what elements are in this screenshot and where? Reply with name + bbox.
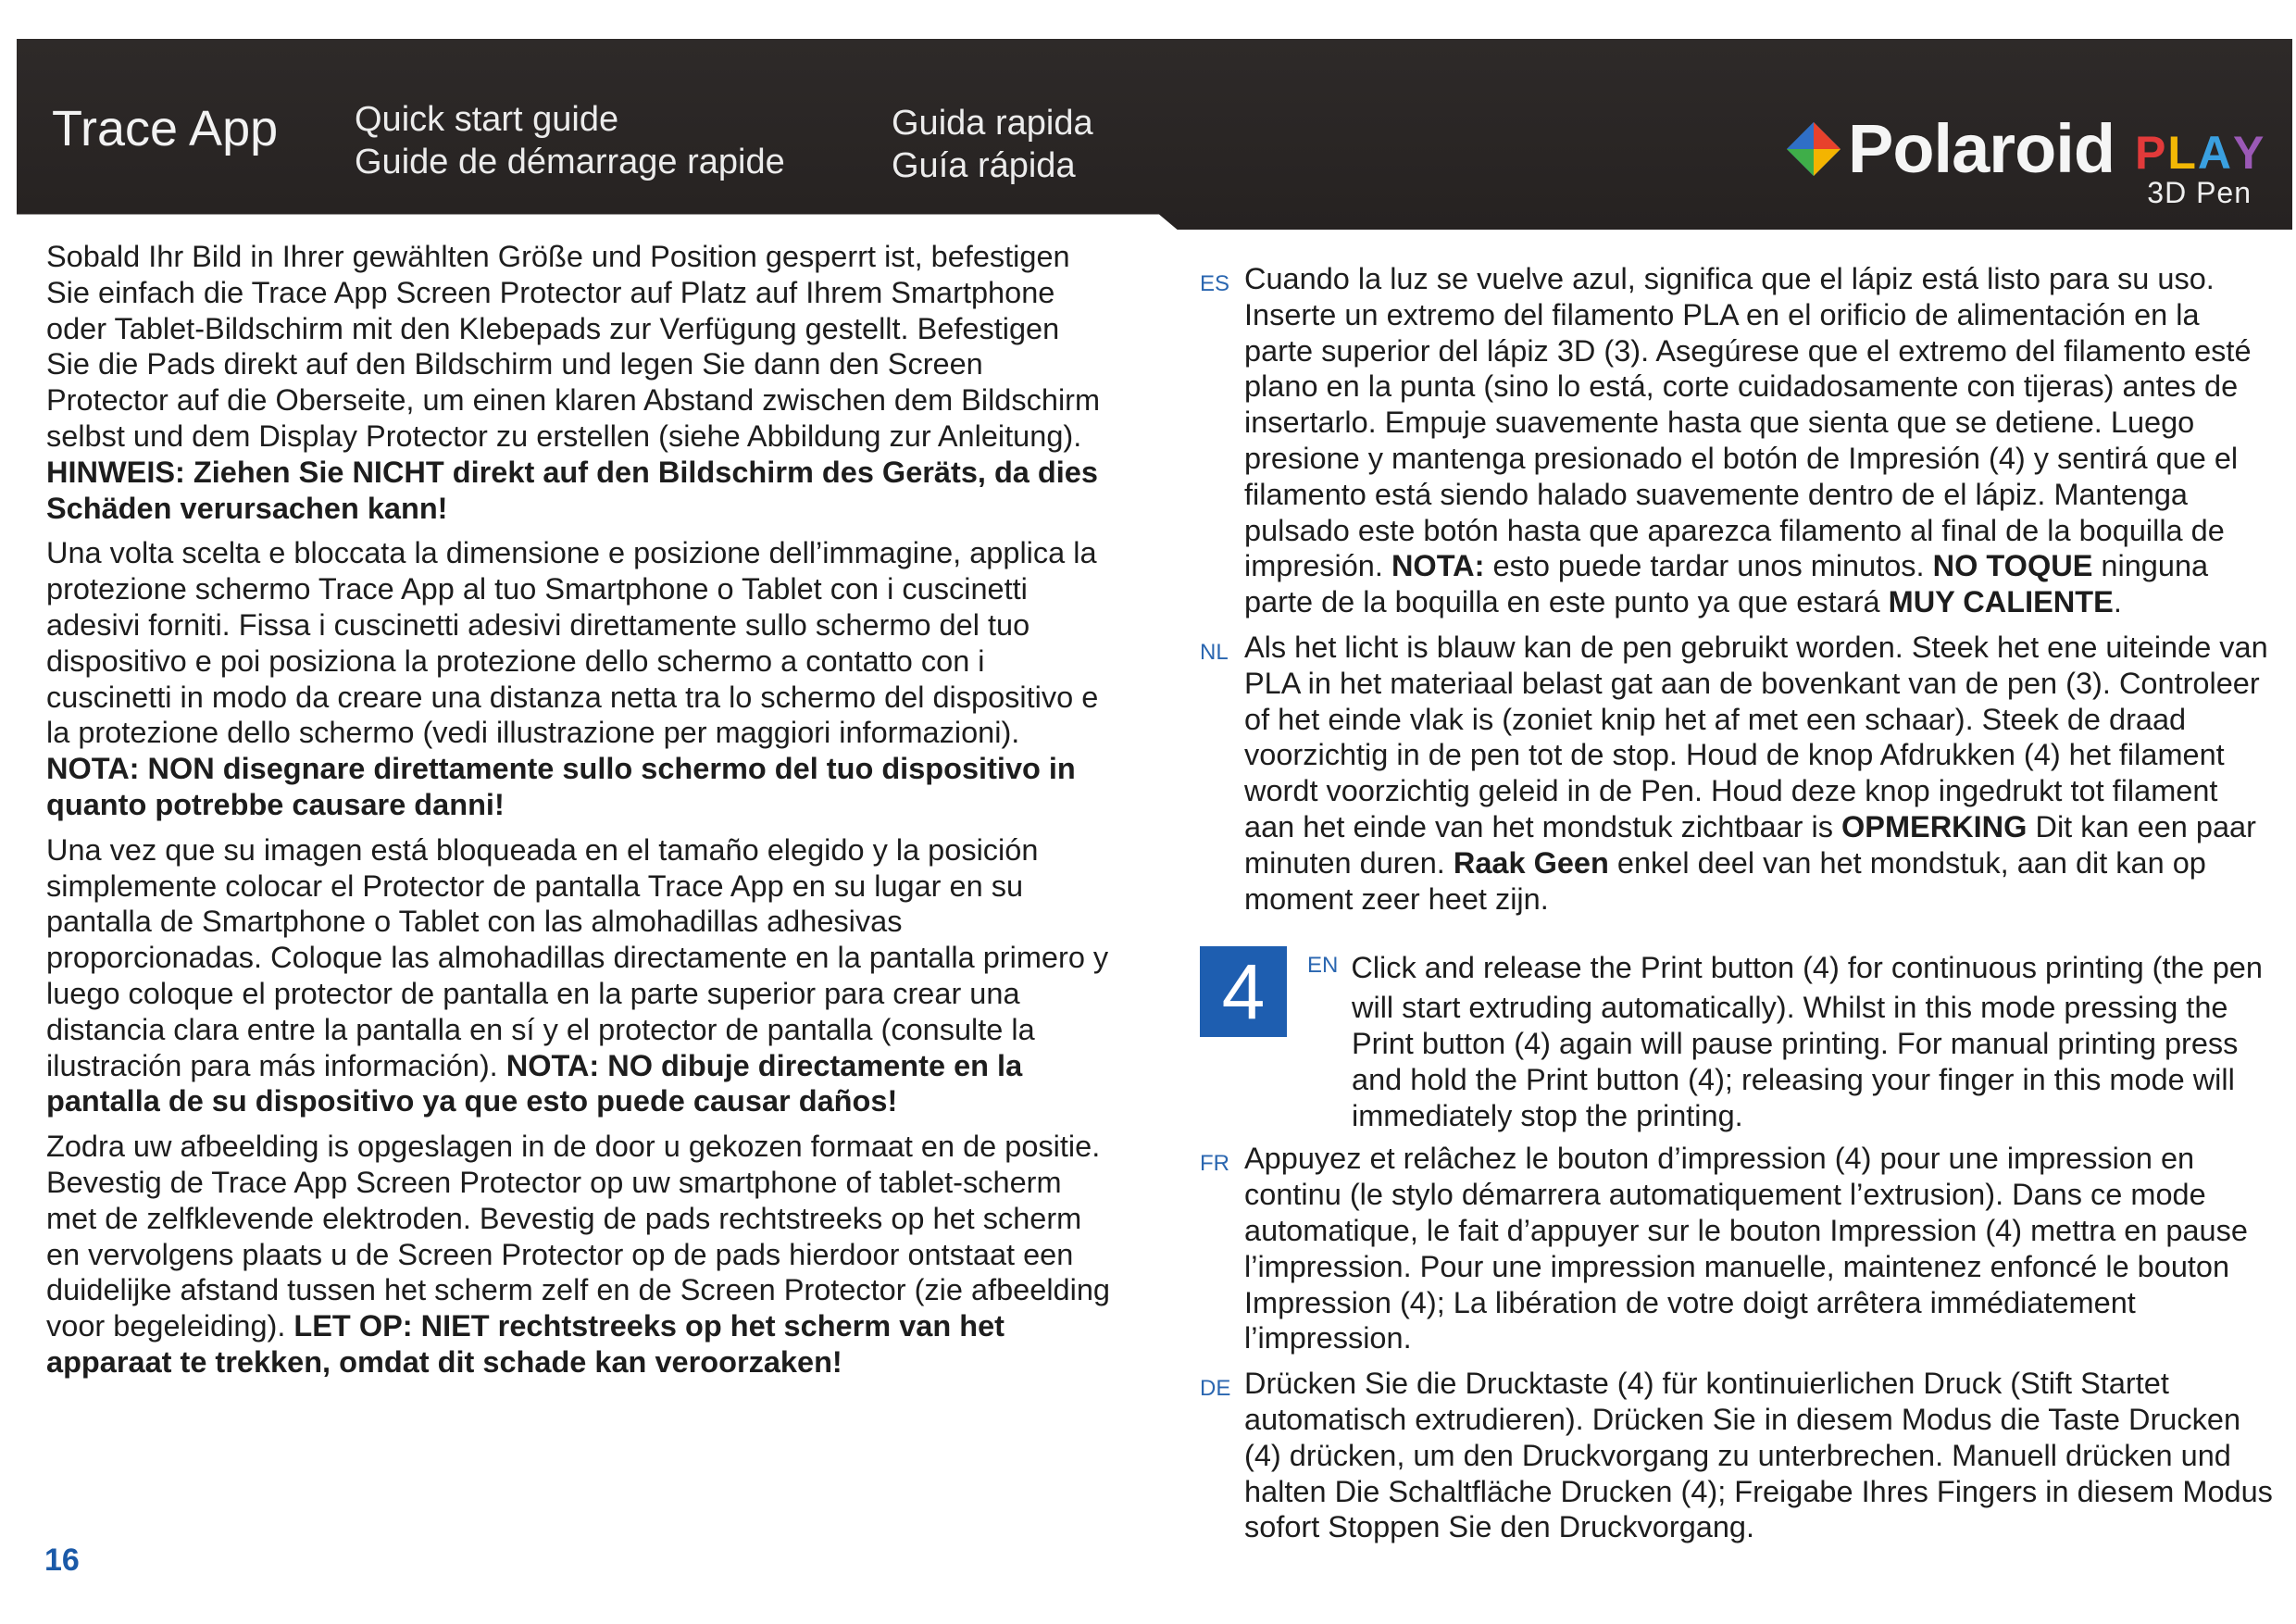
lang-code-de: DE (1200, 1376, 1231, 1402)
paragraph-nl: Zodra uw afbeelding is opgeslagen in de door u gekozen formaat en de positie. Bevestig de Trace App Screen Protector op uw smartphone of tablet-scherm met de zelfklevende elektroden. Bevestig de pads rechtstreeks op het scherm en vervolgens plaats u de Screen Protector op de pads hierdoor ontstaat een duidelijke afstand tussen het scherm zelf en de Screen Protector (zie afbeelding voor begeleiding). LET OP: NIET rechtstreeks op het scherm van het apparaat te trekken, omdat dit schade kan veroorzaken! (46, 1130, 1110, 1379)
block-fr: FR Appuyez et relâchez le bouton d’impression (4) pour une impression en continu (le stylo démarrera automatiquement l’extrusion). Dans ce mode automatique, le fait d’appuyer sur le bouton Impression (4) mettra en pause l’impression. Pour une impression manuelle, maintenez enfoncé le bouton Impression (4); La libération de votre doigt arrêtera immédiatement l’impression. (1200, 1142, 2248, 1355)
lang-code-nl: NL (1200, 639, 1229, 665)
guide-titles-left (355, 98, 785, 183)
guide-title-fr: Guide de démarrage rapide (355, 143, 785, 181)
paragraph-de: Sobald Ihr Bild in Ihrer gewählten Größe und Position gesperrt ist, befestigen Sie einfach die Trace App Screen Protector auf Platz auf Ihrem Smartphone oder Tablet-Bildschirm mit den Klebepads zur Verfügung gestellt. Befestigen Sie die Pads direkt auf den Bildschirm und legen Sie dann den Screen Protector auf die Oberseite, um einen klaren Abstand zwischen dem Bildschirm selbst und dem Display Protector zu erstellen (siehe Abbildung zur Anleitung). HINWEIS: Ziehen Sie NICHT direkt auf den Bildschirm des Geräts, da dies Schäden verursachen kann! (46, 240, 1101, 525)
guide-title-it: Guida rapida (892, 104, 1093, 143)
logo-play-letter: Y (2233, 127, 2266, 179)
block-es: ES Cuando la luz se vuelve azul, significa que el lápiz está listo para su uso. Inserte un extremo del filamento PLA en el orificio de alimentación en la parte superior del lápiz 3D (3). Asegúrese que el extremo del filamento esté plano en la punta (sino lo está, corte cuidadosamente con tijeras) antes de insertarlo. Empuje suavemente hasta que sienta que se detiene. Luego presione y mantenga presionado el botón de Impresión (4) y sentirá que el filamento está siendo halado suavemente dentro de el lápiz. Mantenga pulsado este botón hasta que aparezca filamento al final de la boquilla de impresión. NOTA: esto puede tardar unos minutos. NO TOQUE ninguna parte de la boquilla en este punto ya que estará MUY CALIENTE. (1200, 262, 2252, 619)
polaroid-diamond-icon (1787, 122, 1841, 176)
logo-play-letter: L (2167, 127, 2198, 179)
guide-title-en: Quick start guide (355, 100, 619, 139)
lang-code-es: ES (1200, 271, 1230, 296)
guide-title-es: Guía rápida (892, 146, 1076, 185)
left-column (46, 239, 1111, 1390)
logo-wordmark: Polaroid (1848, 110, 2115, 187)
lang-code-fr: FR (1200, 1151, 1229, 1177)
logo-subtitle: 3D Pen (2147, 176, 2252, 209)
paragraph-es: Una vez que su imagen está bloqueada en el tamaño elegido y la posición simplemente colocar el Protector de pantalla Trace App en su lugar en su pantalla de Smartphone o Tablet con las almohadillas adhesivas proporcionadas. Coloque las almohadillas directamente en la pantalla primero y luego coloque el protector de pantalla en la parte superior para crear una distancia clara entre la pantalla en sí y el protector de pantalla (consulte la ilustración para más información). NOTA: NO dibuje directamente en la pantalla de su dispositivo ya que esto puede causar daños! (46, 832, 1109, 1118)
logo-play (2135, 126, 2265, 180)
step-number-badge: 4 (1200, 946, 1287, 1037)
right-column (1200, 261, 2274, 1555)
app-title: Trace App (52, 101, 279, 156)
logo-play-letter: A (2197, 127, 2234, 179)
step-4-section (1200, 946, 2274, 1133)
guide-titles-right (892, 102, 1093, 187)
block-de: DE Drücken Sie die Drucktaste (4) für kontinuierlichen Druck (Stift Startet automatisch extrudieren). Drücken Sie in diesem Modus die Taste Drucken (4) drücken, um den Druckvorgang zu unterbrechen. Manuell drücken und halten Die Schaltfläche Drucken (4); Freigabe Ihres Fingers in diesem Modus sofort Stoppen Sie den Druckvorgang. (1200, 1367, 2273, 1544)
lang-code-en: EN (1307, 953, 1339, 979)
paragraph-it: Una volta scelta e bloccata la dimensione e posizione dell’immagine, applica la protezione schermo Trace App al tuo Smartphone o Tablet con i cuscinetti adesivi forniti. Fissa i cuscinetti adesivi direttamente sullo schermo del tuo dispositivo e poi posiziona la protezione dello schermo a contatto con i cuscinetti in modo da creare una distanza netta tra lo schermo del dispositivo e la protezione dello schermo (vedi illustrazione per maggiori informazioni). NOTA: NON disegnare direttamente sullo schermo del tuo dispositivo in quanto potrebbe causare danni! (46, 536, 1099, 821)
block-en: EN Click and release the Print button (4) for continuous printing (the pen will start extruding automatically). Whilst in this mode pressing the Print button (4) again will pause printing. For manual printing press and hold the Print button (4); releasing your finger in this mode will immediately stop the printing. (1307, 951, 2263, 1132)
logo-play-letter: P (2135, 127, 2168, 179)
page-number: 16 (44, 1543, 80, 1578)
block-nl: NL Als het licht is blauw kan de pen gebruikt worden. Steek het ene uiteinde van PLA in het materiaal belast gat aan de bovenkant van de pen (3). Controleer of het einde vlak is (zoniet knip het af met een schaar). Steek de draad voorzichtig in de pen tot de stop. Houd de knop Afdrukken (4) het filament wordt voorzichtig geleid in de Pen. Houd deze knop ingedrukt tot filament aan het einde van het mondstuk zichtbaar is OPMERKING Dit kan een paar minuten duren. Raak Geen enkel deel van het mondstuk, aan dit kan op moment zeer heet zijn. (1200, 630, 2268, 916)
